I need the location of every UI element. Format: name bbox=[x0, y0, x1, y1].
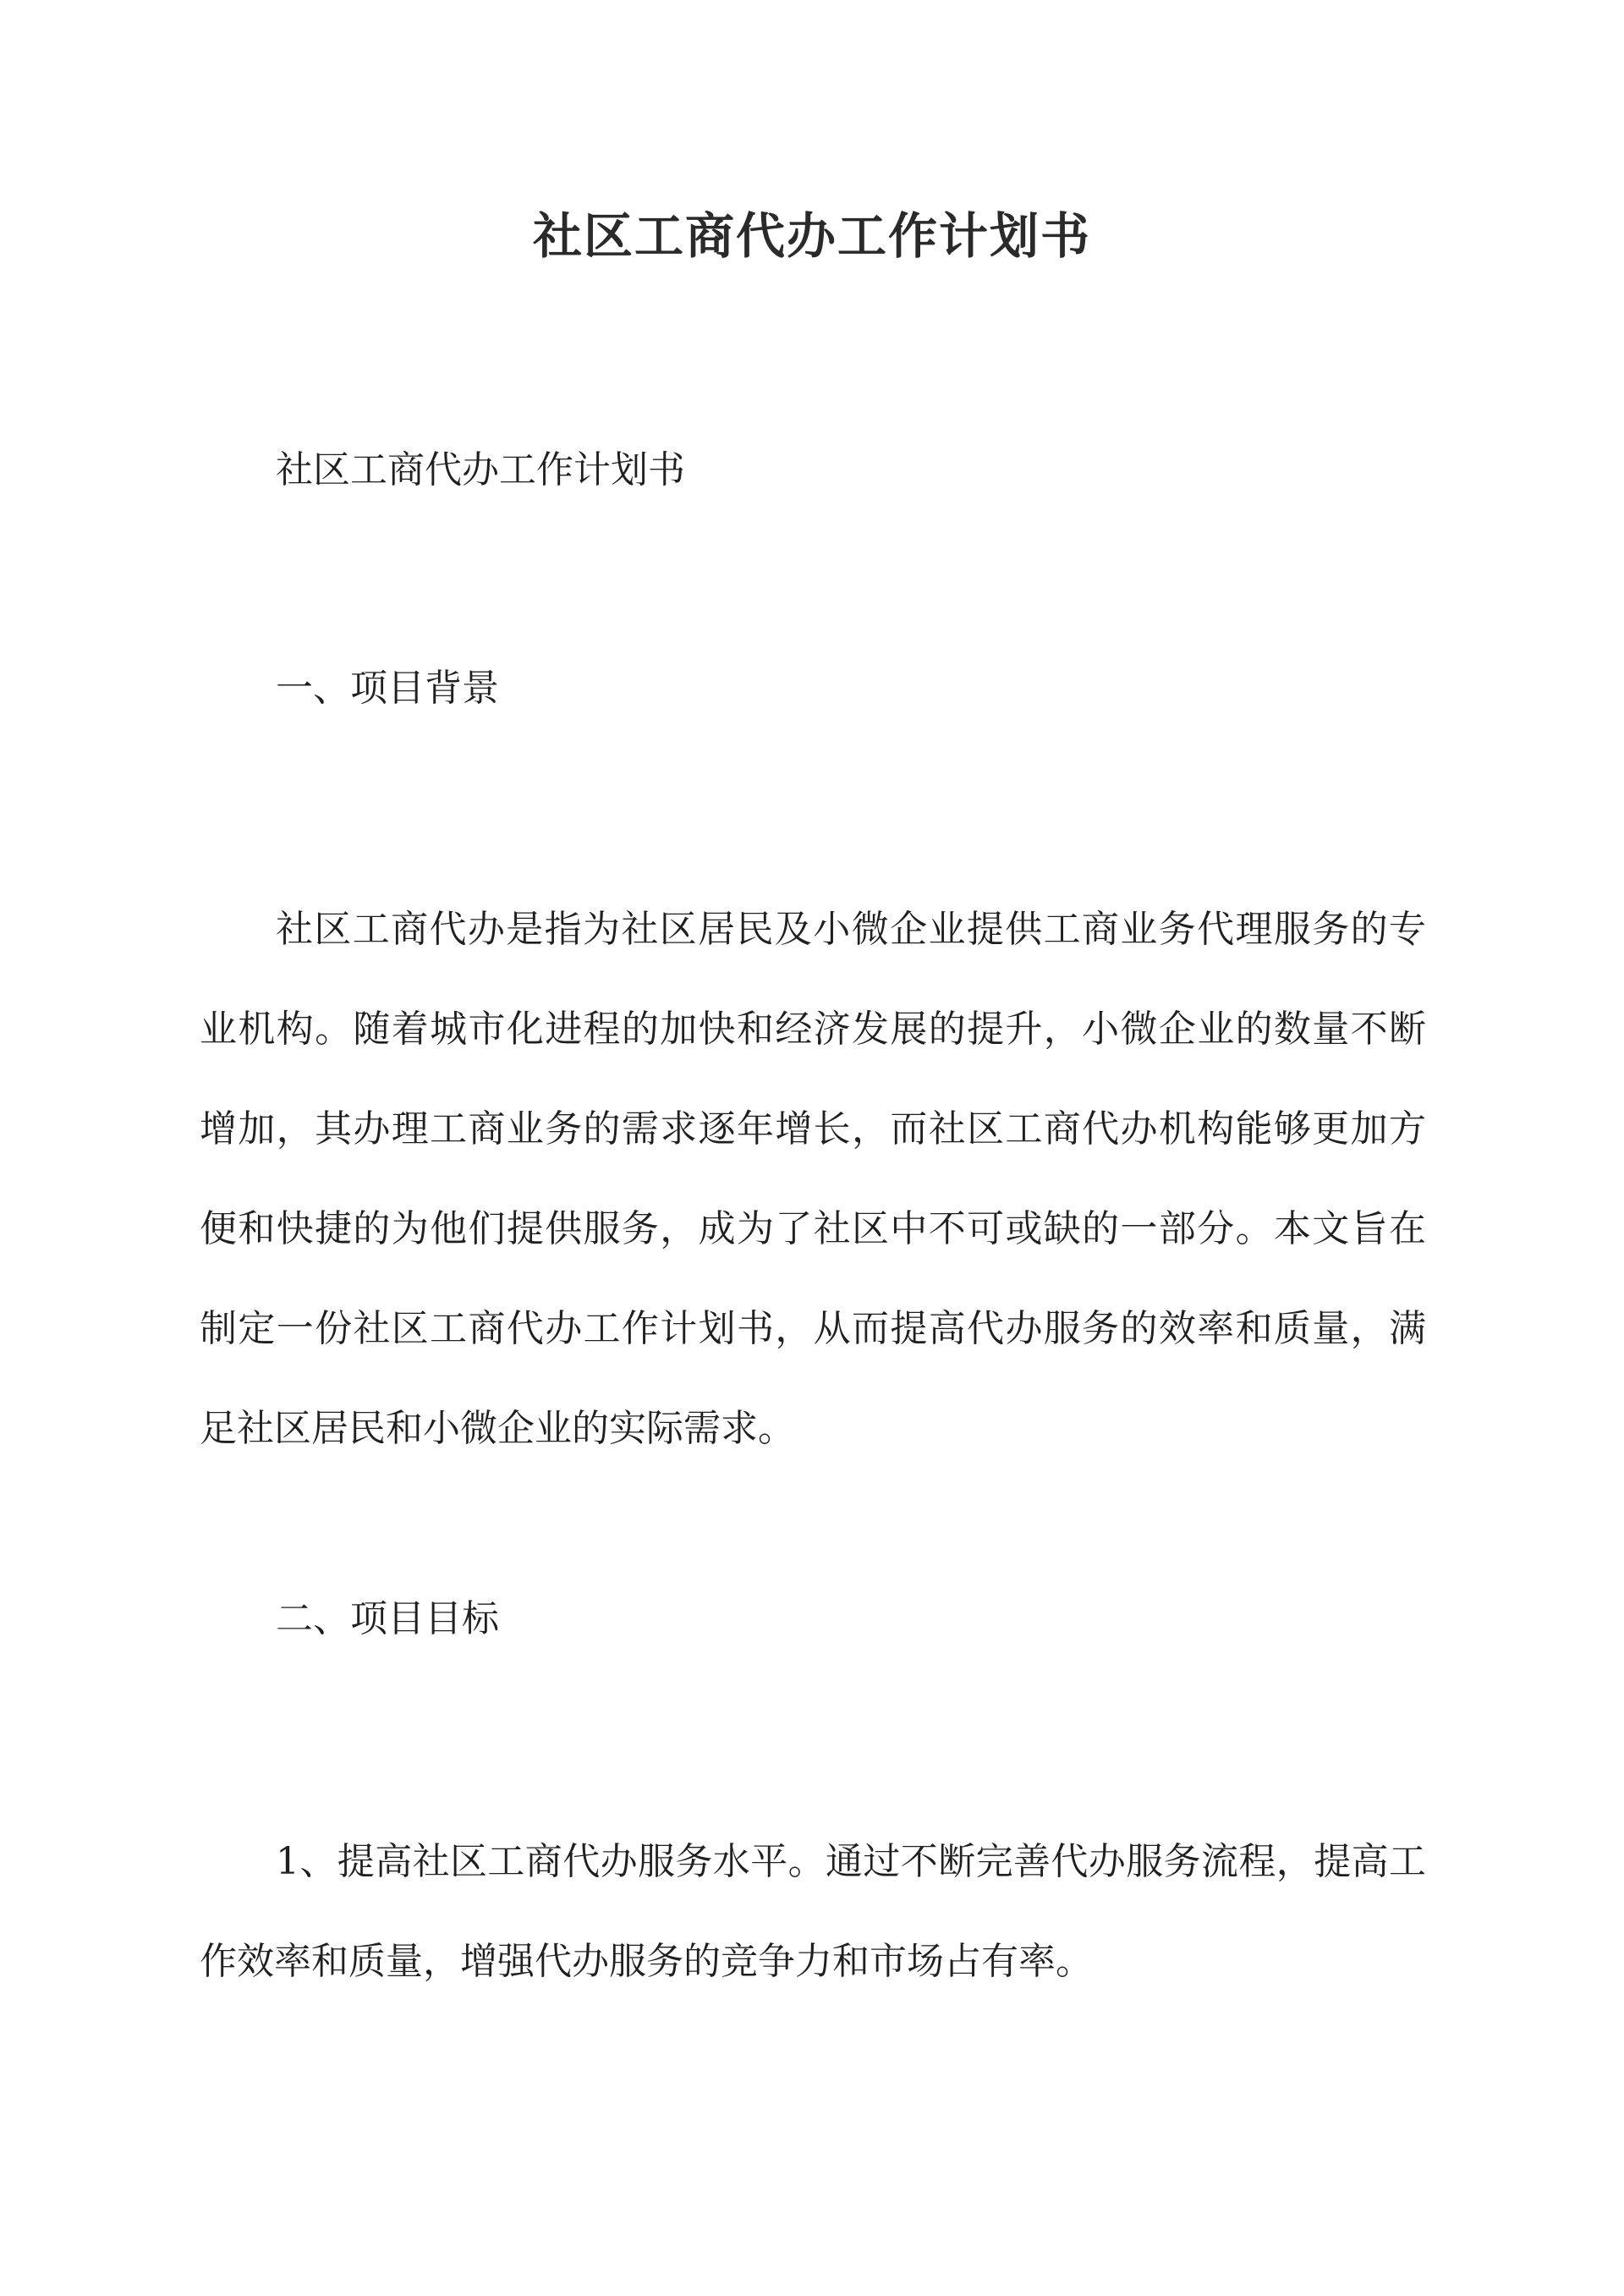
goal-1-paragraph: 1、提高社区工商代办服务水平。通过不断完善代办服务流程，提高工作效率和质量，增强代办服务的竞争力和市场占有率。 bbox=[200, 1840, 1426, 1983]
background-paragraph: 社区工商代办是指为社区居民及小微企业提供工商业务代理服务的专业机构。随着城市化进程的加快和经济发展的提升，小微企业的数量不断增加，其办理工商业务的需求逐年增长，而社区工商代办机构能够更加方便和快捷的为他们提供服务，成为了社区中不可或缺的一部分。本文旨在制定一份社区工商代办工作计划书，从而提高代办服务的效率和质量，满足社区居民和小微企业的实际需求。 bbox=[200, 908, 1426, 1450]
document-subtitle: 社区工商代办工作计划书 bbox=[276, 448, 685, 492]
document-title: 社区工商代办工作计划书 bbox=[532, 207, 1091, 265]
section-heading-background: 一、项目背景 bbox=[276, 667, 499, 710]
section-heading-goals: 二、项目目标 bbox=[276, 1597, 499, 1640]
